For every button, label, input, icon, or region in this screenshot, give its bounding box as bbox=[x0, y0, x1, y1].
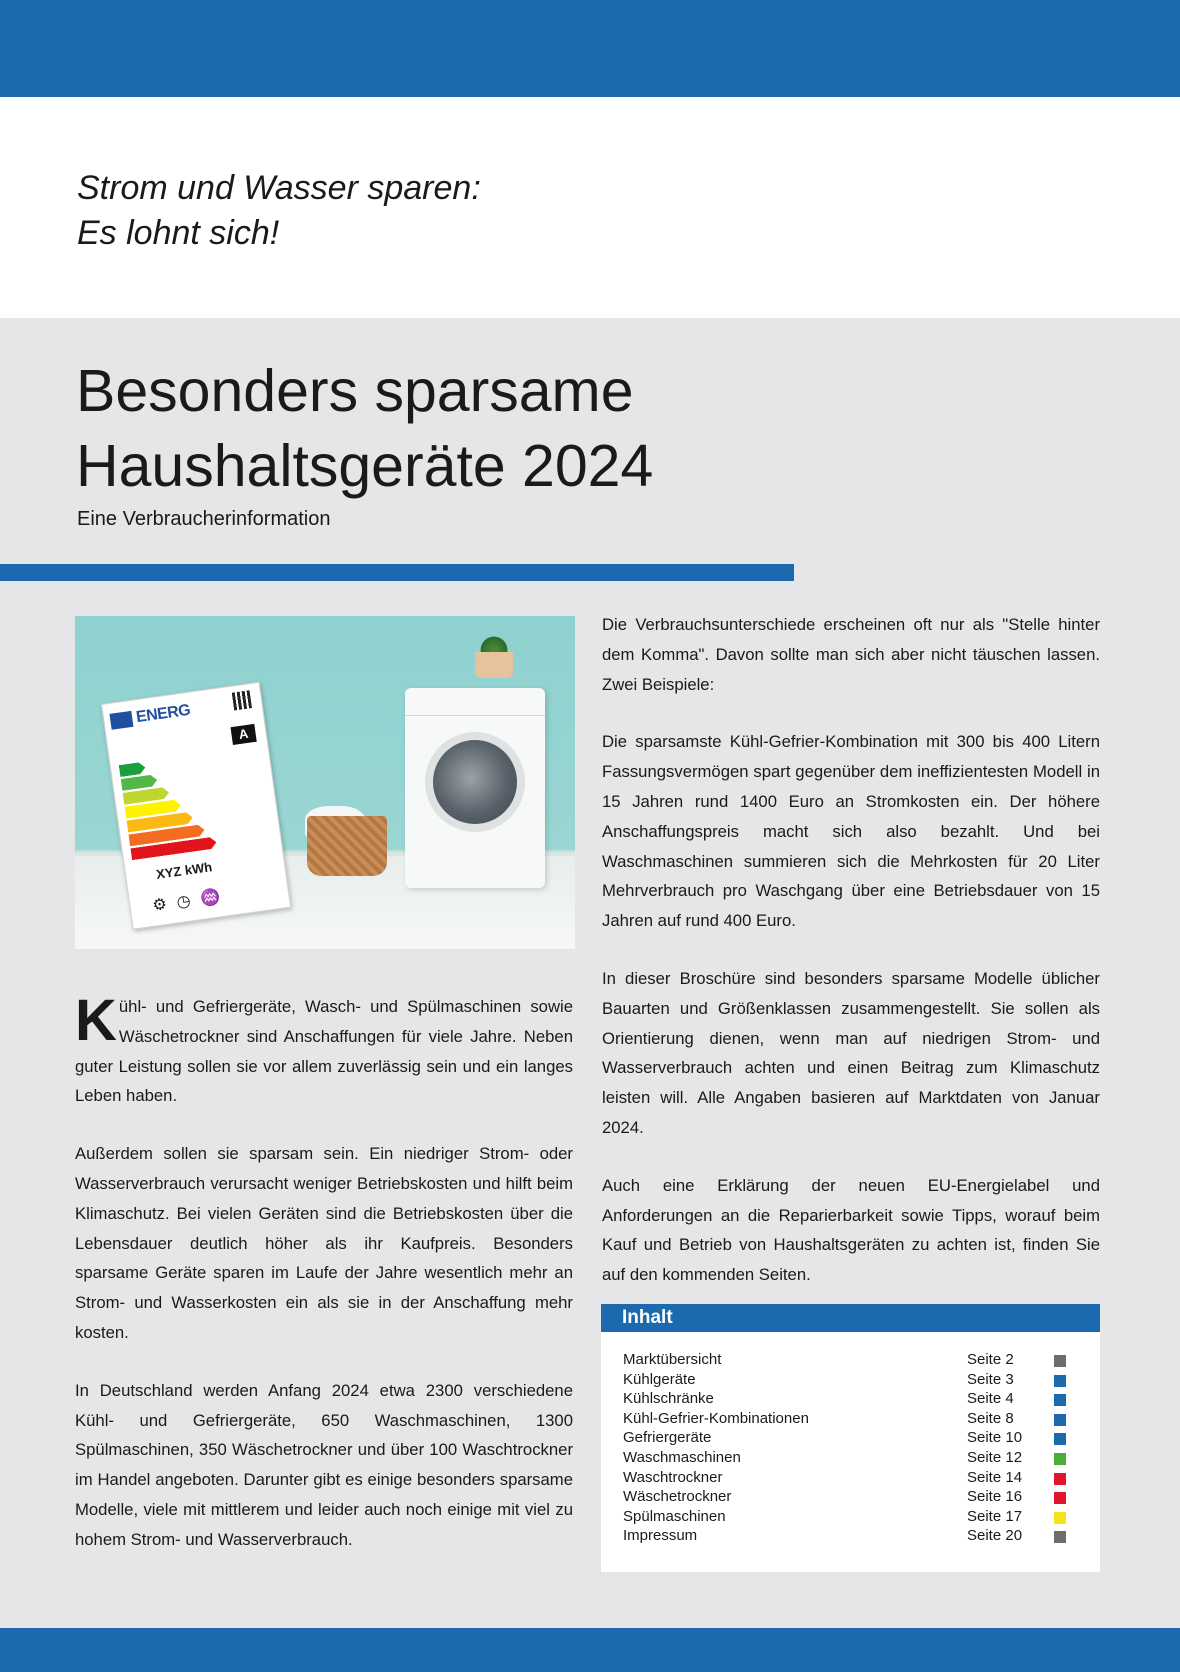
title-rule bbox=[0, 564, 794, 581]
toc-item[interactable] bbox=[623, 1428, 1100, 1448]
washer-door bbox=[425, 732, 525, 832]
paragraph-differences: Die Verbrauchsunterschiede erscheinen oft nur als "Stelle hinter dem Komma". Davon sollte man sich aber nicht täuschen lassen. Zwei Beispiele: bbox=[602, 615, 1100, 694]
energy-label-brand: ENERG bbox=[135, 701, 192, 727]
energy-scale-bar bbox=[121, 774, 158, 791]
toc-item[interactable] bbox=[623, 1448, 1100, 1468]
laundry-basket bbox=[307, 816, 387, 876]
toc-item-label: Waschtrockner bbox=[623, 1468, 723, 1486]
tagline-line-2: Es lohnt sich! bbox=[77, 214, 280, 252]
energy-label bbox=[101, 682, 291, 930]
toc-item-page: Seite 3 bbox=[967, 1370, 1014, 1388]
toc-item[interactable] bbox=[623, 1487, 1100, 1507]
toc-color-marker bbox=[1054, 1375, 1066, 1387]
toc-item-label: Waschmaschinen bbox=[623, 1448, 741, 1466]
toc-color-marker bbox=[1054, 1531, 1066, 1543]
table-of-contents bbox=[601, 1304, 1100, 1572]
toc-item-label: Kühlgeräte bbox=[623, 1370, 696, 1388]
washing-machine-photo bbox=[75, 616, 575, 949]
toc-item-page: Seite 20 bbox=[967, 1527, 1023, 1545]
tagline bbox=[77, 166, 481, 256]
paragraph-savings: Außerdem sollen sie sparsam sein. Ein niedriger Strom- oder Wasserverbrauch verursacht weniger Betriebskosten und hilft beim Klimaschutz. Bei vielen Geräten sind die Betriebskosten über die Lebensdauer deutlich höher als ihr Kaufpreis. Besonders sparsame Geräte sparen im Laufe der Jahre wesentlich mehr an Strom- und Wasserkosten ein als sie in der Anschaffung mehr kosten. bbox=[75, 1144, 573, 1342]
paragraph-market: In Deutschland werden Anfang 2024 etwa 2300 verschiedene Kühl- und Gefriergeräte, 650 Waschmaschinen, 1300 Spülmaschinen, 350 Wäschetrockner und über 100 Waschtrockner im Handel angeboten. Darunter gibt es einige besonders sparsame Modelle, viele mit mittlerem und leider auch noch einige mit viel zu hohem Strom- und Wasserverbrauch. bbox=[75, 1380, 573, 1549]
label-pictogram-icons: ⚙◷♒ bbox=[151, 886, 232, 915]
toc-item-label: Marktübersicht bbox=[623, 1351, 722, 1368]
qr-code-icon bbox=[232, 690, 252, 710]
toc-list bbox=[601, 1332, 1100, 1546]
toc-item-label: Spülmaschinen bbox=[623, 1507, 726, 1525]
eu-flag-icon bbox=[109, 711, 133, 730]
toc-item-label: Wäschetrockner bbox=[623, 1488, 732, 1506]
paragraph-energy-label: Auch eine Erklärung der neuen EU-Energielabel und Anforderungen an die Reparierbarkeit sowie Tipps, worauf beim Kauf und Betrieb von Haushaltsgeräten zu achten ist, finden Sie auf den kommenden Seiten. bbox=[602, 1175, 1100, 1285]
toc-color-marker bbox=[1054, 1414, 1066, 1426]
toc-item-label: Kühl-Gefrier-Kombinationen bbox=[623, 1409, 809, 1427]
page-title bbox=[76, 354, 653, 504]
intro-paragraph bbox=[75, 988, 573, 1111]
energy-consumption-value: XYZ kWh bbox=[155, 859, 214, 882]
toc-color-marker bbox=[1054, 1492, 1066, 1504]
toc-item-label: Kühlschränke bbox=[623, 1390, 714, 1408]
energy-scale bbox=[119, 753, 218, 862]
dropcap-letter: K bbox=[75, 988, 117, 1053]
toc-item[interactable] bbox=[623, 1526, 1100, 1546]
toc-item[interactable] bbox=[623, 1409, 1100, 1429]
page-title-line-1: Besonders sparsame bbox=[76, 358, 634, 424]
energy-class-badge: A bbox=[230, 724, 256, 745]
toc-color-marker bbox=[1054, 1355, 1066, 1367]
tagline-line-1: Strom und Wasser sparen: bbox=[77, 169, 481, 207]
toc-item-page: Seite 17 bbox=[967, 1507, 1023, 1525]
washer-control-panel bbox=[405, 688, 545, 716]
energy-label-header bbox=[109, 701, 191, 732]
plant-icon bbox=[479, 634, 509, 654]
toc-item-page: Seite 8 bbox=[967, 1409, 1014, 1427]
page-title-line-2: Haushaltsgeräte 2024 bbox=[76, 433, 654, 499]
intro-paragraph-text: ühl- und Gefriergeräte, Wasch- und Spülmaschinen sowie Wäschetrockner sind Anschaffungen für viele Jahre. Neben guter Leistung sollen sie vor allem zuverlässig sein und ein langes Leben haben. bbox=[75, 997, 573, 1106]
toc-color-marker bbox=[1054, 1394, 1066, 1406]
toc-item-label: Impressum bbox=[623, 1527, 698, 1545]
toc-item[interactable] bbox=[623, 1389, 1100, 1409]
right-text-column bbox=[602, 610, 1100, 1318]
toc-heading: Inhalt bbox=[601, 1304, 1100, 1332]
bottom-color-band bbox=[0, 1628, 1180, 1672]
paragraph-examples: Die sparsamste Kühl-Gefrier-Kombination mit 300 bis 400 Litern Fassungsvermögen spart gegenüber dem ineffizientesten Modell in 15 Jahren rund 1400 Euro an Stromkosten ein. Der höhere Anschaffungspreis macht sich also bezahlt. Und bei Waschmaschinen summieren sich die Mehrkosten für 20 Liter Mehrverbrauch pro Waschgang über eine Betriebsdauer von 15 Jahren auf rund 400 Euro. bbox=[602, 732, 1100, 931]
toc-item-page: Seite 4 bbox=[967, 1390, 1014, 1408]
page-subtitle: Eine Verbraucherinformation bbox=[77, 508, 331, 530]
toc-item-label: Gefriergeräte bbox=[623, 1429, 712, 1447]
toc-item[interactable] bbox=[623, 1350, 1100, 1370]
toc-item[interactable] bbox=[623, 1507, 1100, 1527]
toc-color-marker bbox=[1054, 1473, 1066, 1485]
toc-item-page: Seite 12 bbox=[967, 1448, 1023, 1466]
washing-machine bbox=[405, 688, 545, 888]
toc-item[interactable] bbox=[623, 1468, 1100, 1488]
toc-item-page: Seite 10 bbox=[967, 1429, 1023, 1447]
toc-color-marker bbox=[1054, 1512, 1066, 1524]
plant-pot bbox=[475, 652, 513, 678]
toc-item[interactable] bbox=[623, 1370, 1100, 1390]
left-text-column bbox=[75, 988, 573, 1583]
toc-item-page: Seite 2 bbox=[967, 1351, 1014, 1368]
top-color-band bbox=[0, 0, 1180, 97]
toc-item-page: Seite 14 bbox=[967, 1468, 1023, 1486]
toc-color-marker bbox=[1054, 1453, 1066, 1465]
paragraph-brochure: In dieser Broschüre sind besonders sparsame Modelle üblicher Bauarten und Größenklassen zusammengestellt. Sie sollen als Orientierung dienen, wenn man auf niedrigen Strom- und Wasserverbrauch achten und einen Beitrag zum Klimaschutz leisten will. Alle Angaben basieren auf Marktdaten von Januar 2024. bbox=[602, 968, 1100, 1137]
toc-color-marker bbox=[1054, 1433, 1066, 1445]
toc-item-page: Seite 16 bbox=[967, 1488, 1023, 1506]
energy-scale-bar bbox=[119, 762, 146, 778]
